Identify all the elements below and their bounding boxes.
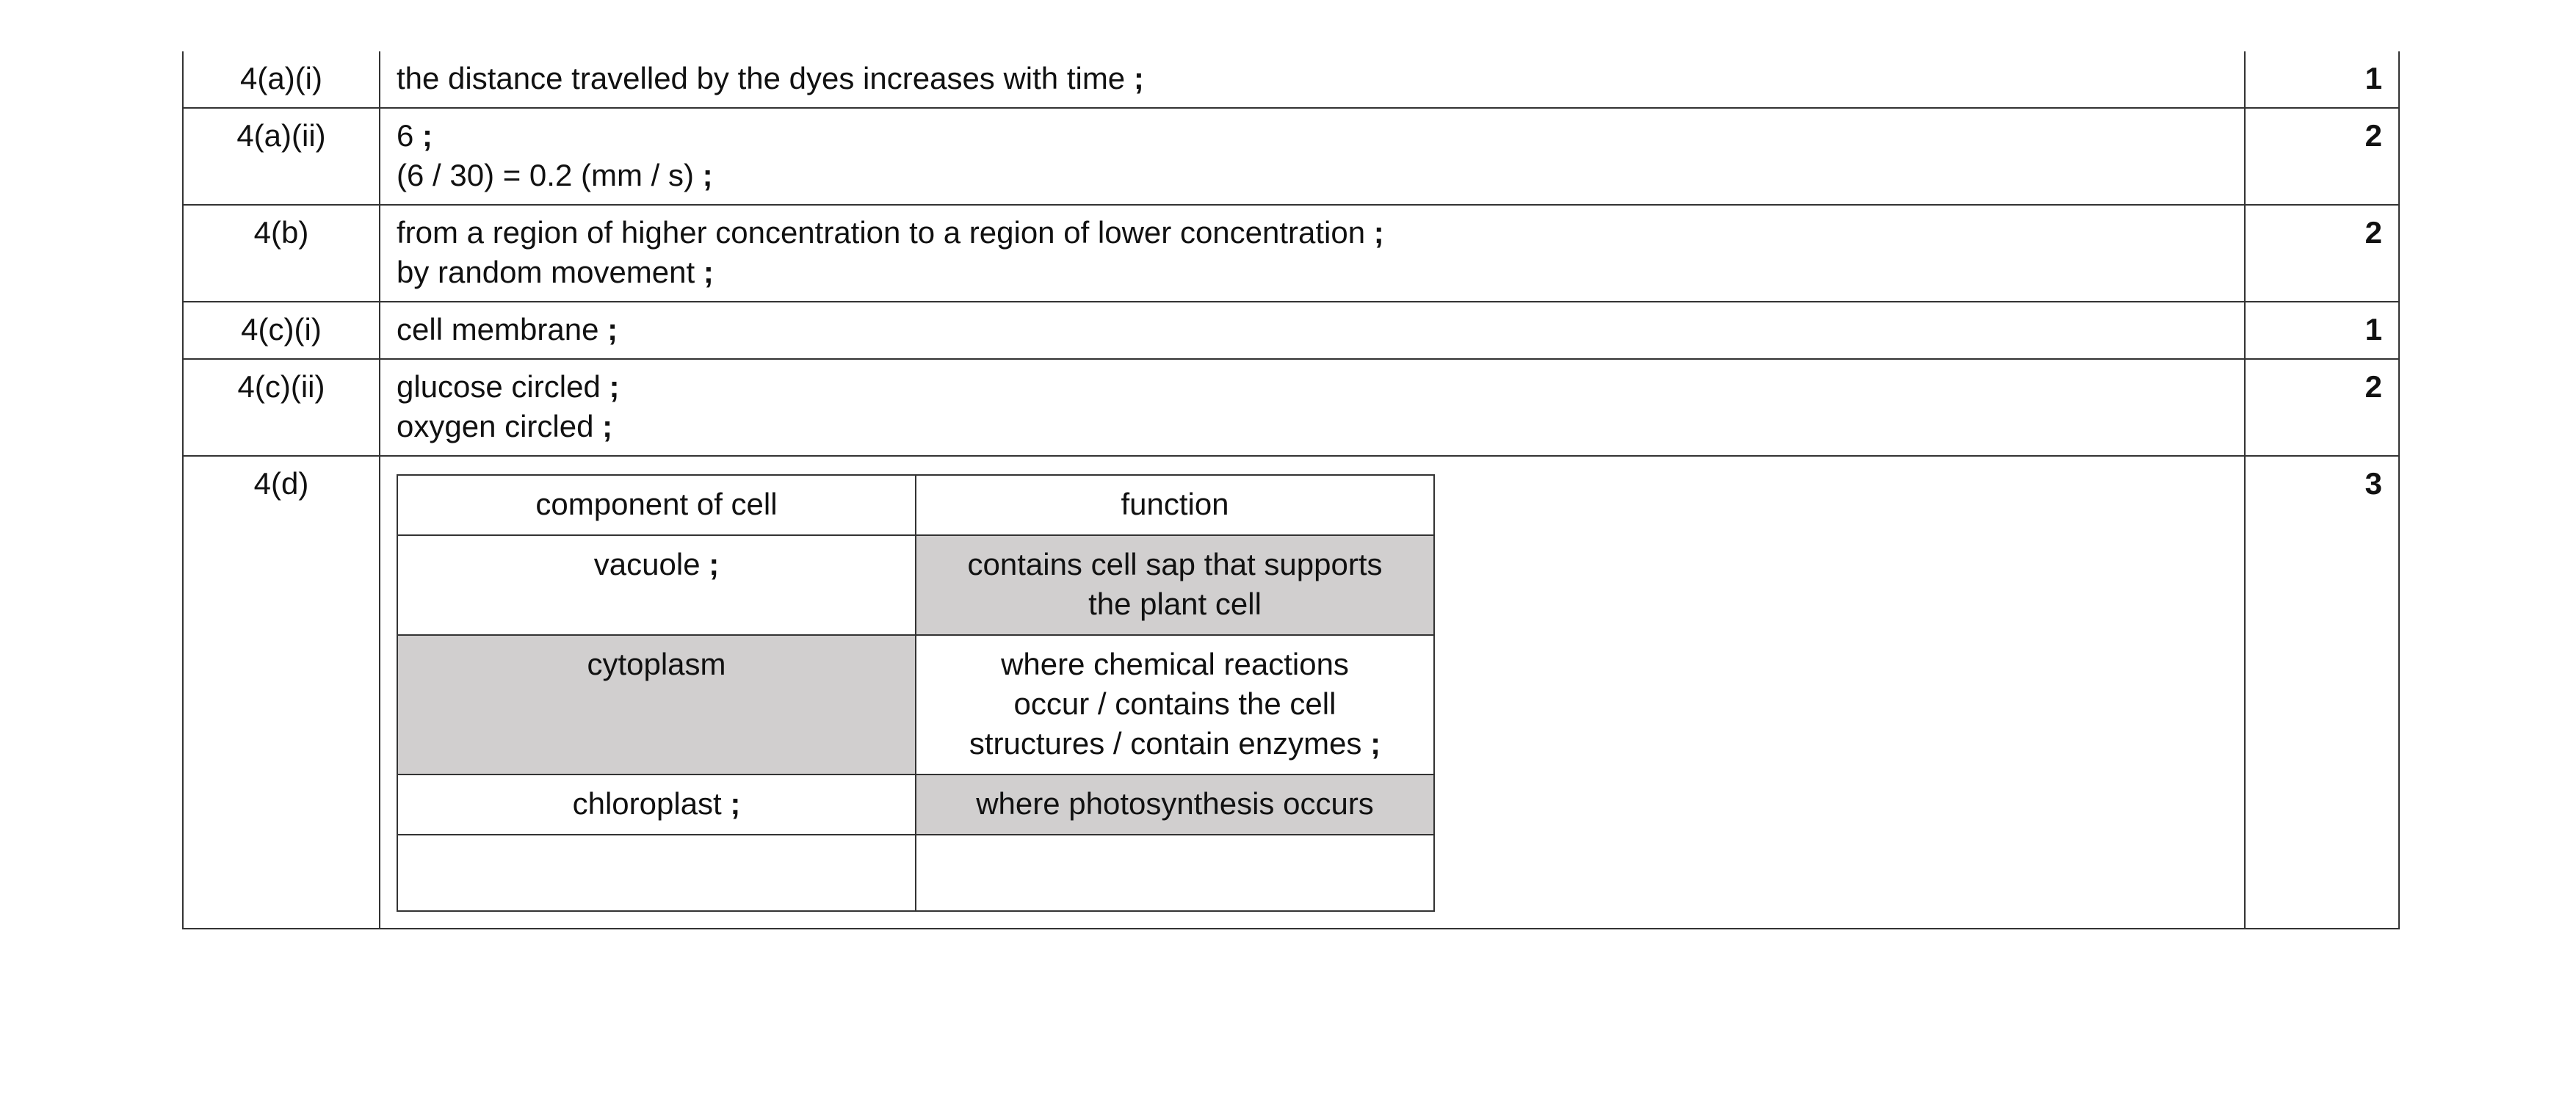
function-line: where chemical reactions xyxy=(1001,647,1349,681)
answer-text: from a region of higher concentration to a region of lower concentration xyxy=(397,215,1366,250)
inner-header-row xyxy=(397,475,1434,535)
answer-line xyxy=(397,116,2228,156)
mark-scheme-table xyxy=(182,51,2400,929)
marks-value: 1 xyxy=(2245,51,2399,108)
question-number: 4(c)(i) xyxy=(183,302,380,359)
function-cell-given xyxy=(916,775,1434,835)
function-line: the plant cell xyxy=(1088,587,1262,621)
component-text: cytoplasm xyxy=(587,647,726,681)
answer-cell xyxy=(380,302,2245,359)
mark-point-separator: ; xyxy=(609,369,620,404)
answer-line xyxy=(397,310,2228,349)
marks-value: 1 xyxy=(2245,302,2399,359)
function-line: occur / contains the cell xyxy=(1013,686,1336,721)
component-cell-given xyxy=(397,635,916,775)
function-text: structures / contain enzymes xyxy=(969,726,1362,761)
table-row xyxy=(183,205,2399,302)
table-row xyxy=(183,456,2399,929)
marks-value: 2 xyxy=(2245,108,2399,205)
answer-text: the distance travelled by the dyes increases with time xyxy=(397,61,1126,95)
answer-text: oxygen circled xyxy=(397,409,594,443)
table-row xyxy=(183,108,2399,205)
inner-table-row xyxy=(397,775,1434,835)
column-header-component: component of cell xyxy=(397,475,916,535)
answer-line xyxy=(397,213,2228,253)
mark-point-separator: ; xyxy=(607,312,618,347)
function-cell xyxy=(916,635,1434,775)
cell-component-table xyxy=(397,474,1435,912)
answer-line xyxy=(397,156,2228,195)
mark-point-separator: ; xyxy=(1370,726,1381,761)
empty-cell xyxy=(397,835,916,911)
answer-line xyxy=(397,407,2228,446)
marks-value: 2 xyxy=(2245,359,2399,456)
answer-text: 6 xyxy=(397,118,414,153)
component-cell xyxy=(397,775,916,835)
question-number: 4(c)(ii) xyxy=(183,359,380,456)
answer-text: (6 / 30) = 0.2 (mm / s) xyxy=(397,158,694,192)
function-line xyxy=(930,724,1420,763)
marks-value: 3 xyxy=(2245,456,2399,929)
empty-cell xyxy=(916,835,1434,911)
component-cell xyxy=(397,535,916,635)
function-cell-given xyxy=(916,535,1434,635)
mark-point-separator: ; xyxy=(602,409,613,443)
table-row xyxy=(183,302,2399,359)
answer-cell xyxy=(380,456,2245,929)
question-number: 4(a)(i) xyxy=(183,51,380,108)
inner-table-row xyxy=(397,635,1434,775)
inner-table-row xyxy=(397,535,1434,635)
inner-table-row-empty xyxy=(397,835,1434,911)
mark-point-separator: ; xyxy=(1373,215,1384,250)
column-header-function: function xyxy=(916,475,1434,535)
mark-point-separator: ; xyxy=(709,547,720,581)
question-number: 4(a)(ii) xyxy=(183,108,380,205)
component-text: vacuole xyxy=(593,547,701,581)
component-text: chloroplast xyxy=(572,786,722,821)
mark-point-separator: ; xyxy=(703,255,714,289)
table-row xyxy=(183,51,2399,108)
answer-line xyxy=(397,253,2228,292)
marks-value: 2 xyxy=(2245,205,2399,302)
mark-point-separator: ; xyxy=(422,118,433,153)
function-line: where photosynthesis occurs xyxy=(976,786,1374,821)
function-line: contains cell sap that supports xyxy=(967,547,1383,581)
table-row xyxy=(183,359,2399,456)
mark-point-separator: ; xyxy=(730,786,741,821)
answer-cell xyxy=(380,359,2245,456)
answer-cell xyxy=(380,205,2245,302)
answer-line xyxy=(397,367,2228,407)
answer-text: by random movement xyxy=(397,255,695,289)
answer-cell xyxy=(380,51,2245,108)
mark-point-separator: ; xyxy=(702,158,713,192)
question-number: 4(b) xyxy=(183,205,380,302)
mark-point-separator: ; xyxy=(1133,61,1144,95)
answer-line xyxy=(397,59,2228,98)
question-number: 4(d) xyxy=(183,456,380,929)
answer-cell xyxy=(380,108,2245,205)
answer-text: cell membrane xyxy=(397,312,599,347)
answer-text: glucose circled xyxy=(397,369,601,404)
